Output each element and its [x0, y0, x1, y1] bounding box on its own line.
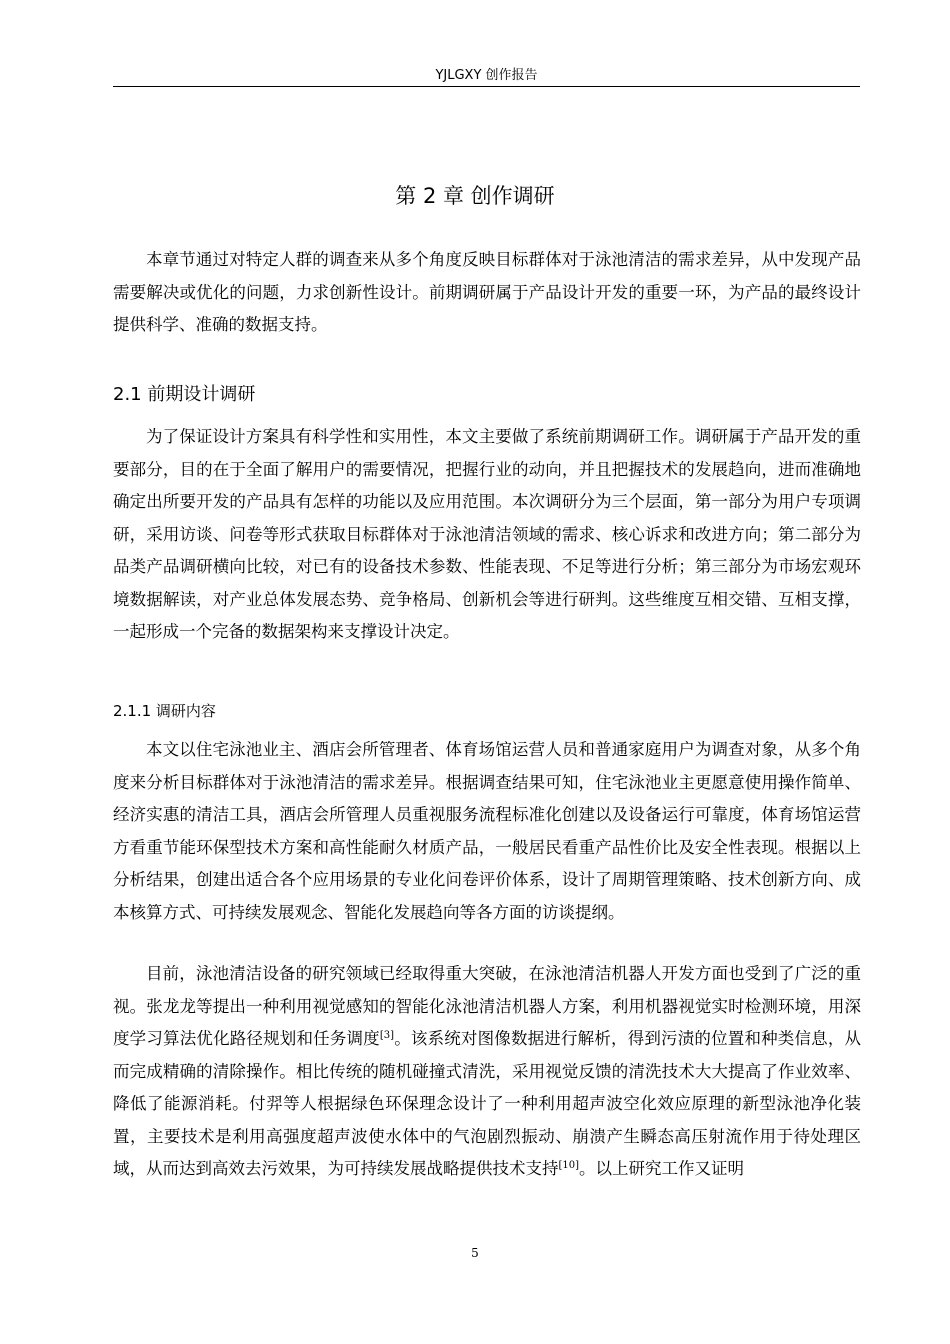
paragraph-text-part-c: 。以上研究工作又证明	[579, 1159, 745, 1178]
intro-paragraph: 本章节通过对特定人群的调查来从多个角度反映目标群体对于泳池清洁的需求差异，从中发现产品需要解决或优化的问题，力求创新性设计。前期调研属于产品设计开发的重要一环，为产品的最终设计提供科学、准确的数据支持。	[113, 250, 861, 334]
paragraph-text-part-a: 目前，泳池清洁设备的研究领域已经取得重大突破，在泳池清洁机器人开发方面也受到了广泛的重视。张龙龙等提出一种利用视觉感知的智能化泳池清洁机器人方案，利用机器视觉实时检测环境，用深度学习算法优化路径规划和任务调度	[113, 964, 861, 1048]
paragraph-text-part-b: 。该系统对图像数据进行解析，得到污渍的位置和种类信息，从而完成精确的清除操作。相比传统的随机碰撞式清洗，采用视觉反馈的清洗技术大大提高了作业效率、降低了能源消耗。付羿等人根据绿色环保理念设计了一种利用超声波空化效应原理的新型泳池净化装置，主要技术是利用高强度超声波使水体中的气泡剧烈振动、崩溃产生瞬态高压射流作用于待处理区域，从而达到高效去污效果，为可持续发展战略提供技术支持	[113, 1029, 862, 1178]
page-number: 5	[471, 1246, 479, 1260]
subsection-paragraph-1: 本文以住宅泳池业主、酒店会所管理者、体育场馆运营人员和普通家庭用户为调查对象，从多个角度来分析目标群体对于泳池清洁的需求差异。根据调查结果可知，住宅泳池业主更愿意使用操作简单、经济实惠的清洁工具，酒店会所管理人员重视服务流程标准化创建以及设备运行可靠度，体育场馆运营方看重节能环保型技术方案和高性能耐久材质产品，一般居民看重产品性价比及安全性表现。根据以上分析结果，创建出适合各个应用场景的专业化问卷评价体系，设计了周期管理策略、技术创新方向、成本核算方式、可持续发展观念、智能化发展趋向等各方面的访谈提纲。	[113, 740, 861, 922]
chapter-title: 第 2 章 创作调研	[395, 184, 555, 208]
section-heading-2-1: 2.1 前期设计调研	[113, 384, 256, 405]
section-2-1-paragraph: 为了保证设计方案具有科学性和实用性，本文主要做了系统前期调研工作。调研属于产品开发的重要部分，目的在于全面了解用户的需要情况，把握行业的动向，并且把握技术的发展趋向，进而准确地确定出所要开发的产品具有怎样的功能以及应用范围。本次调研分为三个层面，第一部分为用户专项调研，采用访谈、问卷等形式获取目标群体对于泳池清洁领域的需求、核心诉求和改进方向；第二部分为品类产品调研横向比较，对已有的设备技术参数、性能表现、不足等进行分析；第三部分为市场宏观环境数据解读，对产业总体发展态势、竞争格局、创新机会等进行研判。这些维度互相交错、互相支撑，一起形成一个完备的数据架构来支撑设计决定。	[113, 427, 861, 641]
running-header: YJLGXY 创作报告	[113, 64, 860, 87]
citation-ref-3: [3]	[379, 1030, 395, 1041]
subsection-paragraph-2	[113, 958, 861, 1186]
subsection-heading-2-1-1: 2.1.1 调研内容	[113, 702, 216, 720]
citation-ref-10: [10]	[558, 1160, 580, 1171]
